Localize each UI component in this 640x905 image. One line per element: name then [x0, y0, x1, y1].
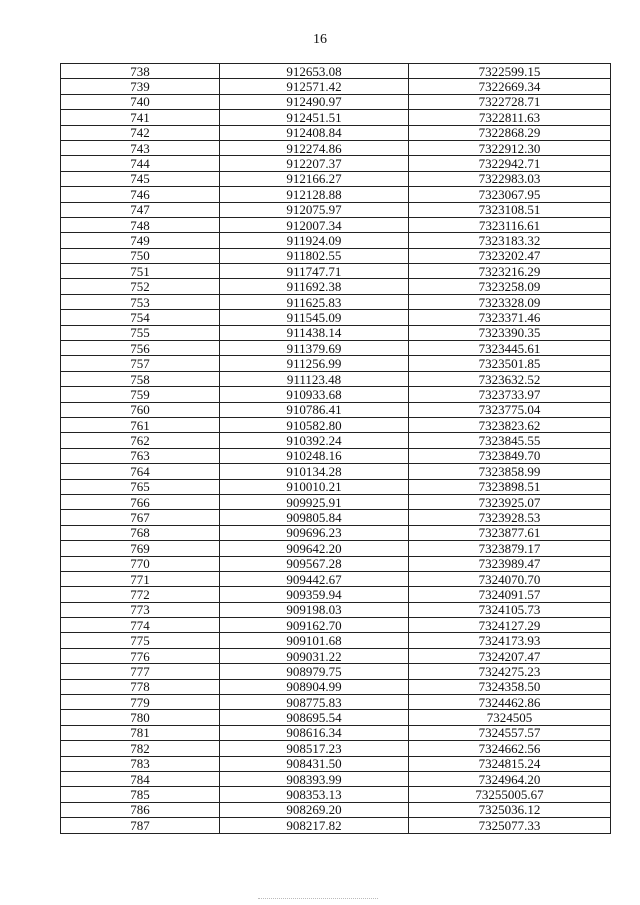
- y-coordinate-cell: 7324358.50: [409, 679, 611, 694]
- x-coordinate-cell: 908979.75: [220, 664, 409, 679]
- point-number-cell: 752: [61, 279, 220, 294]
- table-row: [61, 494, 611, 509]
- table-row: [61, 125, 611, 140]
- point-number-cell: 770: [61, 556, 220, 571]
- page-bottom-divider: [258, 898, 378, 899]
- y-coordinate-cell: 7323445.61: [409, 341, 611, 356]
- y-coordinate-cell: 7324964.20: [409, 771, 611, 786]
- x-coordinate-cell: 910933.68: [220, 387, 409, 402]
- table-row: [61, 756, 611, 771]
- x-coordinate-cell: 908904.99: [220, 679, 409, 694]
- coordinates-table: [60, 63, 611, 834]
- y-coordinate-cell: 7323877.61: [409, 525, 611, 540]
- x-coordinate-cell: 912571.42: [220, 79, 409, 94]
- y-coordinate-cell: 7323632.52: [409, 371, 611, 386]
- x-coordinate-cell: 908616.34: [220, 725, 409, 740]
- y-coordinate-cell: 7322811.63: [409, 110, 611, 125]
- y-coordinate-cell: 7324105.73: [409, 602, 611, 617]
- point-number-cell: 738: [61, 64, 220, 79]
- x-coordinate-cell: 910786.41: [220, 402, 409, 417]
- x-coordinate-cell: 911747.71: [220, 264, 409, 279]
- table-row: [61, 325, 611, 340]
- point-number-cell: 764: [61, 464, 220, 479]
- table-row: [61, 664, 611, 679]
- table-row: [61, 802, 611, 817]
- y-coordinate-cell: 7323849.70: [409, 448, 611, 463]
- table-row: [61, 433, 611, 448]
- point-number-cell: 787: [61, 818, 220, 833]
- x-coordinate-cell: 912274.86: [220, 140, 409, 155]
- table-row: [61, 110, 611, 125]
- point-number-cell: 785: [61, 787, 220, 802]
- table-row: [61, 202, 611, 217]
- x-coordinate-cell: 911545.09: [220, 310, 409, 325]
- y-coordinate-cell: 7323989.47: [409, 556, 611, 571]
- x-coordinate-cell: 909567.28: [220, 556, 409, 571]
- point-number-cell: 771: [61, 571, 220, 586]
- table-row: [61, 233, 611, 248]
- y-coordinate-cell: 7323928.53: [409, 510, 611, 525]
- y-coordinate-cell: 73255005.67: [409, 787, 611, 802]
- x-coordinate-cell: 912207.37: [220, 156, 409, 171]
- x-coordinate-cell: 910010.21: [220, 479, 409, 494]
- page-number: 16: [313, 32, 327, 47]
- x-coordinate-cell: 911438.14: [220, 325, 409, 340]
- coordinates-table-body: [61, 64, 611, 834]
- point-number-cell: 754: [61, 310, 220, 325]
- table-row: [61, 448, 611, 463]
- x-coordinate-cell: 912490.97: [220, 94, 409, 109]
- table-row: [61, 602, 611, 617]
- x-coordinate-cell: 908393.99: [220, 771, 409, 786]
- y-coordinate-cell: 7323925.07: [409, 494, 611, 509]
- point-number-cell: 746: [61, 187, 220, 202]
- table-row: [61, 710, 611, 725]
- table-row: [61, 741, 611, 756]
- table-row: [61, 156, 611, 171]
- y-coordinate-cell: 7323390.35: [409, 325, 611, 340]
- y-coordinate-cell: 7324091.57: [409, 587, 611, 602]
- table-row: [61, 402, 611, 417]
- table-row: [61, 94, 611, 109]
- point-number-cell: 740: [61, 94, 220, 109]
- point-number-cell: 763: [61, 448, 220, 463]
- x-coordinate-cell: 912075.97: [220, 202, 409, 217]
- y-coordinate-cell: 7322599.15: [409, 64, 611, 79]
- point-number-cell: 758: [61, 371, 220, 386]
- table-row: [61, 541, 611, 556]
- point-number-cell: 774: [61, 618, 220, 633]
- y-coordinate-cell: 7323371.46: [409, 310, 611, 325]
- point-number-cell: 782: [61, 741, 220, 756]
- point-number-cell: 751: [61, 264, 220, 279]
- x-coordinate-cell: 911256.99: [220, 356, 409, 371]
- table-row: [61, 341, 611, 356]
- y-coordinate-cell: 7323858.99: [409, 464, 611, 479]
- x-coordinate-cell: 909696.23: [220, 525, 409, 540]
- point-number-cell: 743: [61, 140, 220, 155]
- y-coordinate-cell: 7324815.24: [409, 756, 611, 771]
- table-row: [61, 217, 611, 232]
- table-row: [61, 356, 611, 371]
- y-coordinate-cell: 7323116.61: [409, 217, 611, 232]
- table-row: [61, 387, 611, 402]
- x-coordinate-cell: 911802.55: [220, 248, 409, 263]
- x-coordinate-cell: 909359.94: [220, 587, 409, 602]
- point-number-cell: 756: [61, 341, 220, 356]
- table-row: [61, 695, 611, 710]
- y-coordinate-cell: 7324662.56: [409, 741, 611, 756]
- x-coordinate-cell: 909442.67: [220, 571, 409, 586]
- x-coordinate-cell: 910248.16: [220, 448, 409, 463]
- table-row: [61, 787, 611, 802]
- y-coordinate-cell: 7324207.47: [409, 648, 611, 663]
- y-coordinate-cell: 7324127.29: [409, 618, 611, 633]
- point-number-cell: 739: [61, 79, 220, 94]
- table-row: [61, 556, 611, 571]
- x-coordinate-cell: 908695.54: [220, 710, 409, 725]
- y-coordinate-cell: 7323216.29: [409, 264, 611, 279]
- point-number-cell: 783: [61, 756, 220, 771]
- point-number-cell: 762: [61, 433, 220, 448]
- point-number-cell: 747: [61, 202, 220, 217]
- y-coordinate-cell: 7323328.09: [409, 294, 611, 309]
- table-row: [61, 171, 611, 186]
- y-coordinate-cell: 7324462.86: [409, 695, 611, 710]
- table-row: [61, 587, 611, 602]
- y-coordinate-cell: 7323845.55: [409, 433, 611, 448]
- y-coordinate-cell: 7322983.03: [409, 171, 611, 186]
- table-row: [61, 633, 611, 648]
- x-coordinate-cell: 912166.27: [220, 171, 409, 186]
- table-row: [61, 187, 611, 202]
- y-coordinate-cell: 7323067.95: [409, 187, 611, 202]
- y-coordinate-cell: 7323258.09: [409, 279, 611, 294]
- x-coordinate-cell: 910582.80: [220, 417, 409, 432]
- point-number-cell: 753: [61, 294, 220, 309]
- table-row: [61, 310, 611, 325]
- table-row: [61, 140, 611, 155]
- y-coordinate-cell: 7323879.17: [409, 541, 611, 556]
- y-coordinate-cell: 7323823.62: [409, 417, 611, 432]
- point-number-cell: 759: [61, 387, 220, 402]
- x-coordinate-cell: 911692.38: [220, 279, 409, 294]
- point-number-cell: 768: [61, 525, 220, 540]
- y-coordinate-cell: 7322942.71: [409, 156, 611, 171]
- x-coordinate-cell: 911123.48: [220, 371, 409, 386]
- point-number-cell: 772: [61, 587, 220, 602]
- x-coordinate-cell: 911379.69: [220, 341, 409, 356]
- point-number-cell: 775: [61, 633, 220, 648]
- y-coordinate-cell: 7325036.12: [409, 802, 611, 817]
- x-coordinate-cell: 909925.91: [220, 494, 409, 509]
- point-number-cell: 760: [61, 402, 220, 417]
- point-number-cell: 766: [61, 494, 220, 509]
- x-coordinate-cell: 909642.20: [220, 541, 409, 556]
- x-coordinate-cell: 909805.84: [220, 510, 409, 525]
- point-number-cell: 744: [61, 156, 220, 171]
- x-coordinate-cell: 908517.23: [220, 741, 409, 756]
- x-coordinate-cell: 912408.84: [220, 125, 409, 140]
- table-row: [61, 371, 611, 386]
- point-number-cell: 767: [61, 510, 220, 525]
- table-row: [61, 279, 611, 294]
- y-coordinate-cell: 7323501.85: [409, 356, 611, 371]
- point-number-cell: 750: [61, 248, 220, 263]
- y-coordinate-cell: 7322868.29: [409, 125, 611, 140]
- y-coordinate-cell: 7323108.51: [409, 202, 611, 217]
- y-coordinate-cell: 7323733.97: [409, 387, 611, 402]
- x-coordinate-cell: 909101.68: [220, 633, 409, 648]
- table-row: [61, 571, 611, 586]
- point-number-cell: 757: [61, 356, 220, 371]
- x-coordinate-cell: 909162.70: [220, 618, 409, 633]
- x-coordinate-cell: 912128.88: [220, 187, 409, 202]
- x-coordinate-cell: 908269.20: [220, 802, 409, 817]
- point-number-cell: 777: [61, 664, 220, 679]
- table-row: [61, 64, 611, 79]
- x-coordinate-cell: 909031.22: [220, 648, 409, 663]
- point-number-cell: 745: [61, 171, 220, 186]
- table-row: [61, 648, 611, 663]
- table-row: [61, 725, 611, 740]
- x-coordinate-cell: 908775.83: [220, 695, 409, 710]
- table-row: [61, 618, 611, 633]
- point-number-cell: 749: [61, 233, 220, 248]
- y-coordinate-cell: 7323775.04: [409, 402, 611, 417]
- x-coordinate-cell: 908431.50: [220, 756, 409, 771]
- y-coordinate-cell: 7324275.23: [409, 664, 611, 679]
- table-row: [61, 818, 611, 833]
- point-number-cell: 761: [61, 417, 220, 432]
- table-row: [61, 510, 611, 525]
- point-number-cell: 784: [61, 771, 220, 786]
- x-coordinate-cell: 912653.08: [220, 64, 409, 79]
- point-number-cell: 779: [61, 695, 220, 710]
- point-number-cell: 765: [61, 479, 220, 494]
- table-row: [61, 79, 611, 94]
- point-number-cell: 780: [61, 710, 220, 725]
- table-row: [61, 679, 611, 694]
- x-coordinate-cell: 908217.82: [220, 818, 409, 833]
- y-coordinate-cell: 7324557.57: [409, 725, 611, 740]
- x-coordinate-cell: 911625.83: [220, 294, 409, 309]
- table-row: [61, 479, 611, 494]
- x-coordinate-cell: 912451.51: [220, 110, 409, 125]
- point-number-cell: 742: [61, 125, 220, 140]
- point-number-cell: 748: [61, 217, 220, 232]
- y-coordinate-cell: 7323898.51: [409, 479, 611, 494]
- y-coordinate-cell: 7323202.47: [409, 248, 611, 263]
- table-row: [61, 771, 611, 786]
- y-coordinate-cell: 7323183.32: [409, 233, 611, 248]
- point-number-cell: 741: [61, 110, 220, 125]
- point-number-cell: 776: [61, 648, 220, 663]
- table-row: [61, 248, 611, 263]
- point-number-cell: 773: [61, 602, 220, 617]
- table-row: [61, 464, 611, 479]
- point-number-cell: 755: [61, 325, 220, 340]
- y-coordinate-cell: 7324173.93: [409, 633, 611, 648]
- table-row: [61, 264, 611, 279]
- point-number-cell: 769: [61, 541, 220, 556]
- table-row: [61, 294, 611, 309]
- point-number-cell: 781: [61, 725, 220, 740]
- y-coordinate-cell: 7324505: [409, 710, 611, 725]
- y-coordinate-cell: 7325077.33: [409, 818, 611, 833]
- y-coordinate-cell: 7322728.71: [409, 94, 611, 109]
- x-coordinate-cell: 910134.28: [220, 464, 409, 479]
- y-coordinate-cell: 7324070.70: [409, 571, 611, 586]
- x-coordinate-cell: 909198.03: [220, 602, 409, 617]
- x-coordinate-cell: 908353.13: [220, 787, 409, 802]
- y-coordinate-cell: 7322912.30: [409, 140, 611, 155]
- x-coordinate-cell: 910392.24: [220, 433, 409, 448]
- table-row: [61, 525, 611, 540]
- x-coordinate-cell: 912007.34: [220, 217, 409, 232]
- table-row: [61, 417, 611, 432]
- y-coordinate-cell: 7322669.34: [409, 79, 611, 94]
- point-number-cell: 778: [61, 679, 220, 694]
- x-coordinate-cell: 911924.09: [220, 233, 409, 248]
- point-number-cell: 786: [61, 802, 220, 817]
